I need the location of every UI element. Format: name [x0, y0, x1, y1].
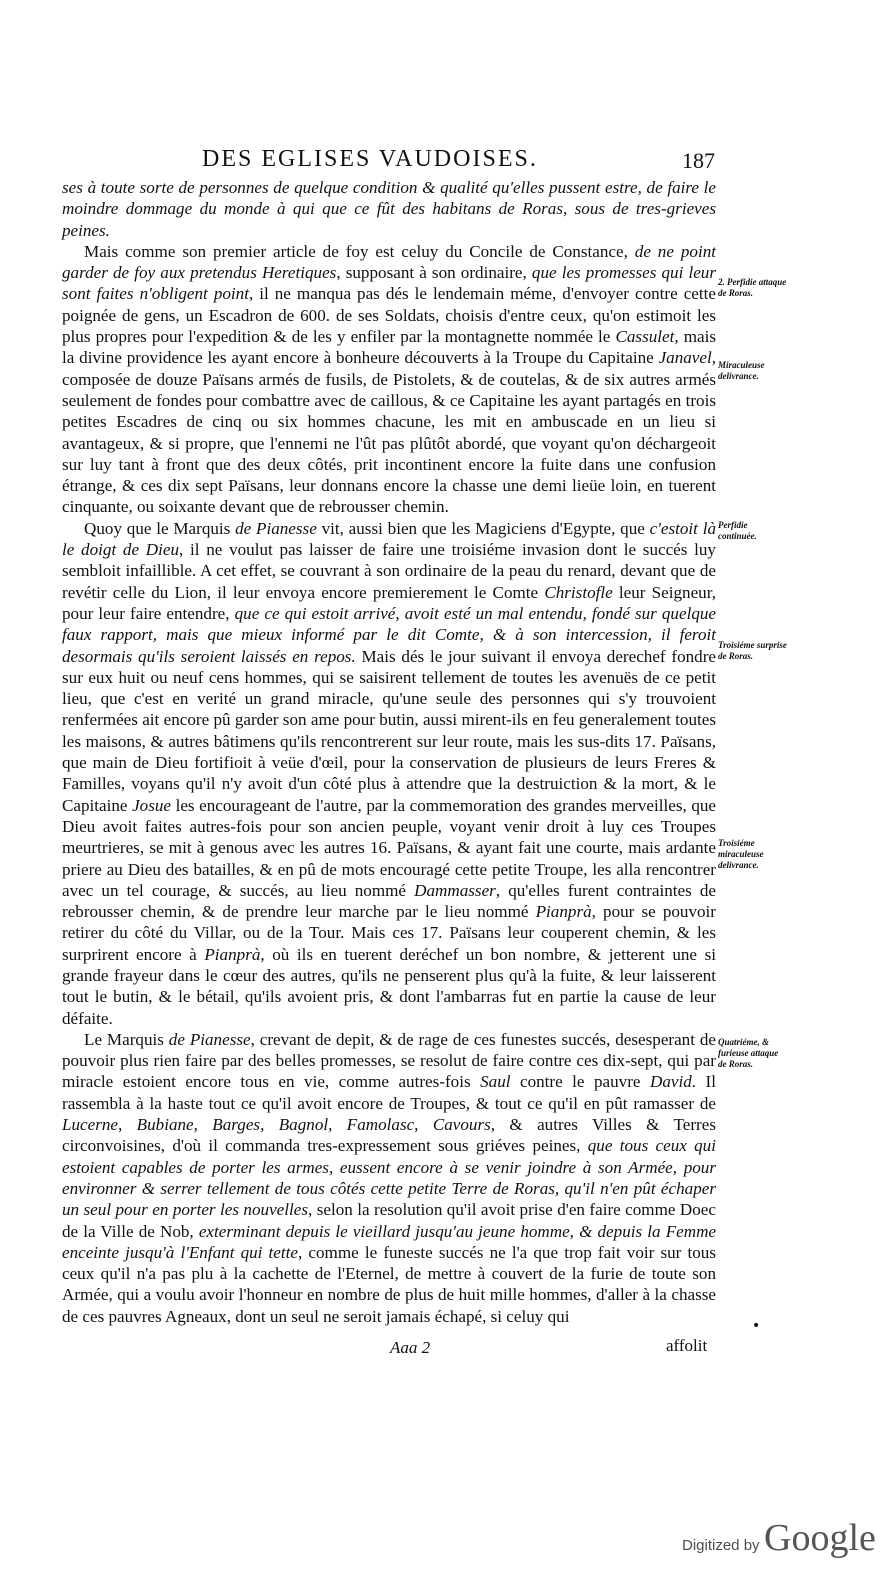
italic-text: Pianprà: [204, 944, 261, 964]
text-run: , supposant à son ordinaire,: [336, 263, 532, 283]
text-run: , il ne voulut pas laisser de faire une troisiéme invasion dont le succés luy sembloit infaillible. A cet effet, se couvrant à son ordinaire de la peau du renard, devant que de revétir celle du Lion, il leur envoya encore premierement le Comte: [62, 540, 716, 602]
text-run: . Il rassembla à la haste tout ce qu'il avoit encore de Troupes, & tout ce qu'il en pût ramasser de: [62, 1072, 716, 1113]
italic-text: Christofle: [544, 582, 613, 602]
paragraph: [62, 1029, 716, 1327]
italic-text: que tous ceux qui estoient capables de porter les armes, eussent encore à se venir joindre à son Armée, pour environner & serrer tellement de tous côtés cette petite Terre de Roras, qu'il n'en pût échaper un seul pour en porter les nouvelles: [62, 1136, 716, 1220]
italic-text: que les promesses qui leur sont faites n'obligent point: [62, 263, 716, 304]
italic-text: exterminant depuis le vieillard jusqu'au jeune homme, & depuis la Femme enceinte jusqu'à l'Enfant qui tette: [62, 1221, 717, 1262]
text-run: Mais comme son premier article de foy est celuy du Concile de Constance,: [84, 241, 635, 261]
italic-text: c'estoit là le doigt de Dieu: [62, 518, 716, 560]
italic-text: David: [650, 1072, 692, 1092]
italic-text: Lucerne, Bubiane, Barges, Bagnol, Famolasc, Cavours: [62, 1115, 491, 1135]
text-run: , pour se pouvoir retirer du côté du Villar, ou de la Tour. Mais ces 17. Païsans leur couperent chemin, & les surprirent encore à: [62, 902, 717, 964]
text-run: Quoy que le Marquis: [84, 518, 236, 538]
text-run: , crevant de depit, & de rage de ces funestes succés, desesperant de pouvoir plus rien faire par des belles promesses, se resolut de faire contre ces dix-sept, qui par miracle estoient encore tous en vie, comme autres-fois: [62, 1029, 717, 1092]
page-number: 187: [682, 148, 715, 173]
text-run: , qu'elles furent contraintes de rebrousser chemin, & de prendre leur marche par le lieu nommé: [62, 880, 716, 922]
italic-text: Pianprà: [535, 902, 592, 922]
text-run: , mais la divine providence les ayant encore à bonheure découverts à la Troupe du Capitaine: [62, 327, 716, 368]
paragraph: [62, 177, 716, 241]
text-run: , comme le funeste succés ne l'a que trop fait voir sur tous ceux qu'il n'a pas plu à la cachette de l'Eternel, de mettre à couvert de la furie de toute son Armée, qui a voulu avoir l'honneur en nombre de plus de huit mille hommes, d'aller à la chasse de ces pauvres Agneaux, dont un seul ne seroit jamais échapé, si celuy qui: [62, 1242, 716, 1326]
catchword: affolit: [666, 1336, 708, 1355]
paragraph: [62, 518, 716, 1029]
digitization-watermark: [682, 1516, 876, 1560]
italic-text: Saul: [480, 1072, 511, 1092]
text-run: , il ne manqua pas dés le lendemain méme, d'envoyer contre cette poignée de gens, un Escadron de 600. de ses Soldats, choisis d'entre ceux, qu'on estimoit les plus propres pour l'expedition & de les y enfiler par la montagnette nommée le: [62, 284, 716, 347]
margin-note: Miraculeuse delivrance.: [718, 360, 765, 381]
text-run: , composée de douze Païsans armés de fusils, de Pistolets, & de coutelas, & de six autres armés seulement de fondes pour combattre avec de caillous, & ce Capitaine les ayant partagés en trois petites Escadres de cinq ou six hommes chacune, les mit en ambuscade en un lieu si avantageux, & si propre, que l'ennemi ne l'ût pas plûtôt abordé, que voyant qu'on déchargeoit sur luy tant à front que des deux côtés, prit incontinent encore la fuite dans une confusion étrange, & ces dix sept Païsans, leur donnans encore la chasse une demi lieüe loin, en tuerent cinquante, ou soixante devant que de rebrousser chemin.: [62, 348, 716, 517]
text-run: , où ils en tuerent deréchef un bon nombre, & jetterent une si grande frayeur dans le cœur des autres, qu'ils ne penserent plus qu'à la fuite, & leur laisserent tout le butin, & le bétail, qu'ils avoient pris, & dont l'ambarras fut en partie la cause de leur défaite.: [62, 944, 716, 1028]
text-run: Mais dés le jour suivant il envoya derechef fondre sur eux huit ou neuf cens hommes, qui se saisirent tellement de toutes les avenuës de ce petit lieu, que c'est en verité un grand miracle, qu'une seule des personnes qui s'y trouvoient renfermées ait encore pû garder son ame pour butin, aussi mirent-ils en feu generalement toutes les maisons, & autres bâtimens qu'ils rencontrerent sur leur route, mais les sus-dits 17. Païsans, que main de Dieu fortifioit à veüe d'œil, pour la conservation de plusieurs de leurs Freres & Familles, voyans qu'il n'y avoit d'un côté plus à attendre que la destruiction & la mort, & le Capitaine: [62, 646, 716, 815]
margin-note: 2. Perfidie attaque de Roras.: [718, 277, 787, 298]
text-run: les encourageant de l'autre, par la commemoration des grandes merveilles, que Dieu avoit faites autres-fois pour son ancien peuple, voyant venir droit à luy ces Troupes meurtrieres, se mit à genous avec les autres 16. Païsans, & ayant fait une courte, mais ardante priere au Dieu des batailles, & en pû de mots encouragé cette petite Troupe, les alla rencontrer avec un tel courage, & succés, au lieu nommé: [62, 795, 717, 900]
italic-text: que ce qui estoit arrivé, avoit esté un mal entendu, fondé sur quelque faux rapport, mais que mieux informé par le dit Comte, & à son intercession, il feroit desormais qu'ils seroient laissés en repos.: [62, 603, 716, 666]
italic-text: Janavel: [658, 348, 712, 368]
margin-note: Quatriéme, & furieuse attaque de Roras.: [718, 1037, 779, 1069]
text-run: contre le pauvre: [510, 1072, 650, 1092]
italic-text: Cassulet: [615, 327, 675, 347]
running-title: DES EGLISES VAUDOISES.: [202, 146, 538, 172]
google-logo: Google: [764, 1517, 876, 1559]
watermark-prefix: Digitized by: [682, 1537, 760, 1554]
text-run: , & autres Villes & Terres circonvoisines, d'où il commanda tres-expressement sous griéves peines,: [62, 1115, 716, 1156]
text-run: , selon la resolution qu'il avoit prise d'en faire comme Doec de la Ville de Nob,: [62, 1200, 716, 1241]
page-header: [190, 146, 715, 176]
italic-text: ses à toute sorte de personnes de quelque condition & qualité qu'elles pussent estre, de faire le moindre dommage du monde à qui que ce fût des habitans de Roras, sous de tres-grieves peines.: [62, 178, 716, 240]
text-run: vit, aussi bien que les Magiciens d'Egypte, que: [316, 518, 650, 538]
ink-dot-icon: •: [752, 1318, 761, 1334]
margin-note: Troisiéme miraculeuse delivrance.: [718, 838, 764, 870]
italic-text: de Pianesse: [168, 1029, 251, 1049]
text-run: leur Seigneur, pour leur faire entendre,: [62, 582, 716, 623]
italic-text: de ne point garder de foy aux pretendus Heretiques: [62, 241, 716, 283]
italic-text: de Pianesse: [235, 518, 317, 538]
margin-note: Troisiéme surprise de Roras.: [718, 640, 787, 661]
body-text: [62, 177, 716, 1327]
signature-mark: Aaa 2: [390, 1338, 431, 1357]
text-run: Le Marquis: [84, 1029, 169, 1049]
paragraph: [62, 241, 716, 518]
italic-text: Josue: [132, 795, 171, 815]
margin-note: Perfidie continuée.: [718, 520, 757, 541]
italic-text: Dammasser: [414, 880, 496, 900]
